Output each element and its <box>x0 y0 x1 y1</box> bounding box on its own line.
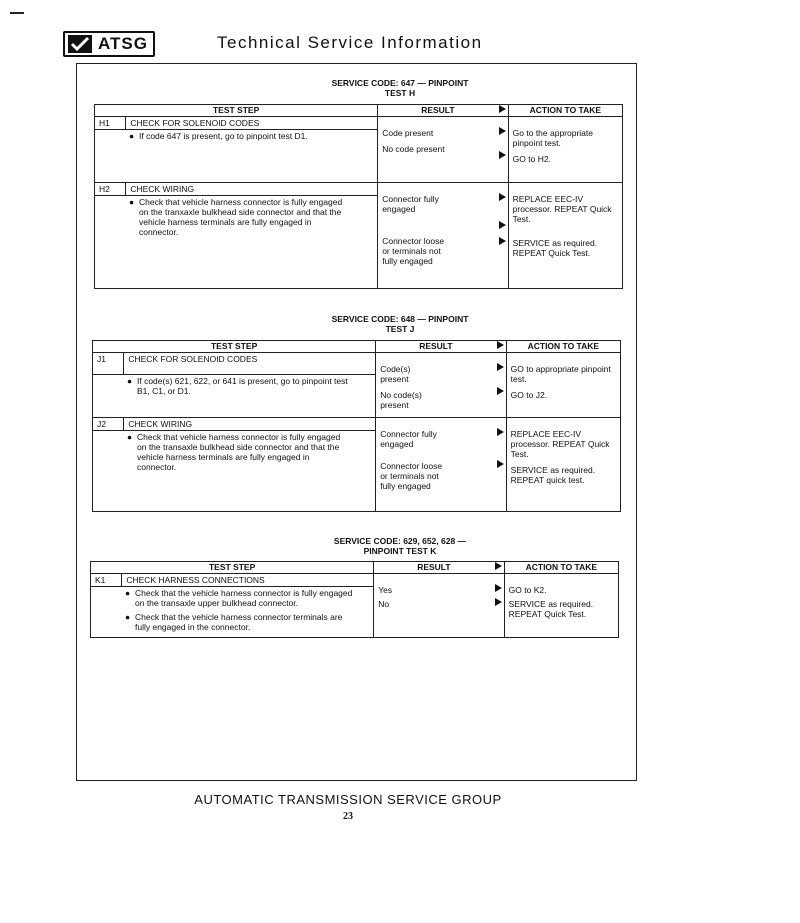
arrow-column <box>494 574 505 638</box>
action-cell: Go to the appropriate pinpoint test. GO to H2. <box>508 117 622 183</box>
arrow-icon <box>498 193 508 203</box>
arrow-column <box>496 418 507 512</box>
step-heading: CHECK WIRING <box>126 183 378 196</box>
result-cell: Connector fully engaged Connector loose or terminals not fully engaged <box>376 418 496 512</box>
step-body <box>93 375 376 418</box>
section-j-title: SERVICE CODE: 648 — PINPOINT TEST J <box>331 314 469 334</box>
col-test-step: TEST STEP <box>93 341 376 353</box>
step-heading: CHECK HARNESS CONNECTIONS <box>122 574 374 587</box>
arrow-column <box>498 183 509 289</box>
test-j-table <box>92 340 621 512</box>
bullet-item: ● Check that the vehicle harness connector is fully engaged on the transaxle upper bulkhead connector. <box>125 588 353 608</box>
action-cell: REPLACE EEC-IV processor. REPEAT Quick Test. SERVICE as required. REPEAT Quick Test. <box>508 183 622 289</box>
arrow-icon <box>498 221 508 231</box>
bullet-item: ● Check that the vehicle harness connector terminals are fully engaged in the connector. <box>125 612 343 632</box>
col-action: ACTION TO TAKE <box>508 105 622 117</box>
step-id: K1 <box>91 574 122 587</box>
col-result: RESULT <box>374 562 494 574</box>
step-heading: CHECK FOR SOLENOID CODES <box>124 353 376 375</box>
arrow-icon <box>498 127 508 137</box>
step-id: H1 <box>95 117 126 130</box>
result-cell: Code present No code present <box>378 117 498 183</box>
step-id: J1 <box>93 353 124 375</box>
step-body <box>95 130 378 183</box>
page-number: 23 <box>343 811 353 822</box>
result-cell: Code(s) present No code(s) present <box>376 353 496 418</box>
col-result: RESULT <box>378 105 498 117</box>
arrow-icon <box>498 105 509 117</box>
section-k-title: SERVICE CODE: 629, 652, 628 — PINPOINT TEST K <box>333 536 467 556</box>
footer-organization: AUTOMATIC TRANSMISSION SERVICE GROUP <box>194 792 502 807</box>
result-cell: Yes No <box>374 574 494 638</box>
step-id: H2 <box>95 183 126 196</box>
corner-mark <box>10 12 24 14</box>
col-action: ACTION TO TAKE <box>504 562 618 574</box>
arrow-icon <box>498 237 508 247</box>
checkmark-icon <box>68 35 92 53</box>
step-body <box>95 196 378 289</box>
col-test-step: TEST STEP <box>91 562 374 574</box>
result-cell: Connector fully engaged Connector loose or terminals not fully engaged <box>378 183 498 289</box>
bullet-item: ● Check that vehicle harness connector is fully engaged on the tranxaxle bulkhead side connector and that the vehicle harness terminals are fully engaged in connector. <box>129 197 343 237</box>
col-result: RESULT <box>376 341 496 353</box>
arrow-icon <box>498 151 508 161</box>
bullet-item: ● Check that vehicle harness connector is fully engaged on the transaxle bulkhead side connector and that the vehicle harness terminals are fully engaged in connector. <box>127 432 341 472</box>
arrow-icon <box>496 341 507 353</box>
col-action: ACTION TO TAKE <box>506 341 620 353</box>
test-k-table <box>90 561 619 638</box>
step-heading: CHECK WIRING <box>124 418 376 431</box>
action-cell: GO to appropriate pinpoint test. GO to J2. <box>506 353 620 418</box>
arrow-column <box>498 117 509 183</box>
arrow-icon <box>494 562 505 574</box>
arrow-icon <box>496 387 506 397</box>
test-h-table <box>94 104 623 289</box>
arrow-icon <box>494 584 504 594</box>
page-title: Technical Service Information <box>217 33 483 52</box>
section-h-title: SERVICE CODE: 647 — PINPOINT TEST H <box>331 78 469 98</box>
logo-text: ATSG <box>98 34 148 53</box>
step-body <box>93 431 376 512</box>
atsg-logo <box>63 31 155 57</box>
col-test-step: TEST STEP <box>95 105 378 117</box>
action-cell: REPLACE EEC-IV processor. REPEAT Quick Test. SERVICE as required. REPEAT quick test. <box>506 418 620 512</box>
step-heading: CHECK FOR SOLENOID CODES <box>126 117 378 130</box>
arrow-icon <box>496 460 506 470</box>
step-body <box>91 587 374 638</box>
action-cell: GO to K2. SERVICE as required. REPEAT Quick Test. <box>504 574 618 638</box>
step-id: J2 <box>93 418 124 431</box>
bullet-item: ● If code(s) 621, 622, or 641 is present, go to pinpoint test B1, C1, or D1. <box>127 376 348 396</box>
bullet-item: ● If code 647 is present, go to pinpoint test D1. <box>129 131 308 141</box>
arrow-icon <box>494 598 504 608</box>
arrow-icon <box>496 363 506 373</box>
arrow-column <box>496 353 507 418</box>
arrow-icon <box>496 428 506 438</box>
